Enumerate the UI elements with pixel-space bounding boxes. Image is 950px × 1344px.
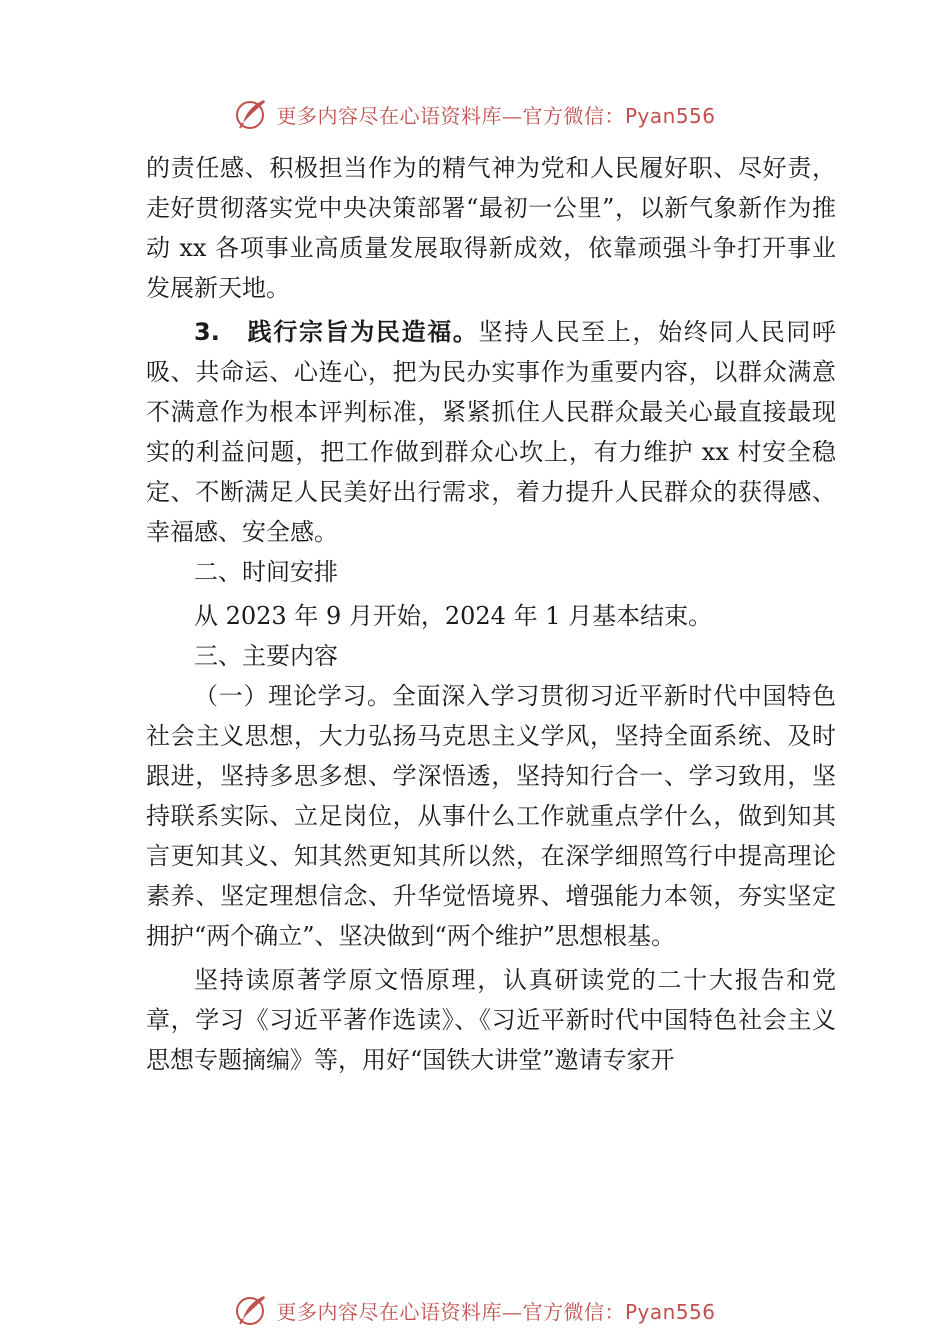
paragraph-1: 的责任感、积极担当作为的精气神为党和人民履好职、尽好责，走好贯彻落实党中央决策部署“最初一公里”，以新气象新作为推动 xx 各项事业高质量发展取得新成效，依靠顽强斗争打开事业发展新天地。 <box>146 154 836 302</box>
footer-official: 官方微信： <box>522 1299 625 1324</box>
footer-banner-text <box>276 1296 715 1325</box>
document-body <box>146 148 836 1080</box>
item-number: 3. <box>194 318 220 346</box>
paragraph-4: （一）理论学习。全面深入学习贯彻习近平新时代中国特色社会主义思想，大力弘扬马克思主义学风，坚持全面系统、及时跟进，坚持多思多想、学深悟透，坚持知行合一、学习致用，坚持联系实际、立足岗位，从事什么工作就重点学什么，做到知其言更知其义、知其然更知其所以然，在深学细照笃行中提高理论素养、坚定理想信念、升华觉悟境界、增强能力本领，夯实坚定拥护“两个确立”、坚决做到“两个维护”思想根基。 <box>146 682 836 950</box>
header-official: 官方微信： <box>522 103 625 128</box>
footer-wechat-id: Pyan556 <box>624 1299 716 1324</box>
section-heading-3: 三、主要内容 <box>194 642 338 670</box>
feather-pen-logo-icon <box>234 96 270 132</box>
header-wechat-id: Pyan556 <box>624 103 716 128</box>
header-banner-text <box>276 100 715 129</box>
header-banner <box>0 92 950 136</box>
footer-separator: — <box>501 1299 523 1324</box>
header-brand: 更多内容尽在心语资料库 <box>276 103 502 128</box>
footer-brand: 更多内容尽在心语资料库 <box>276 1299 502 1324</box>
section-heading-2: 二、时间安排 <box>194 558 338 586</box>
footer-banner <box>0 1288 950 1332</box>
feather-pen-logo-icon <box>234 1292 270 1328</box>
paragraph-3: 从 2023 年 9 月开始，2024 年 1 月基本结束。 <box>194 602 713 630</box>
item-bold-title: 践行宗旨为民造福。 <box>247 318 479 346</box>
header-separator: — <box>501 103 523 128</box>
paragraph-5: 坚持读原著学原文悟原理，认真研读党的二十大报告和党章，学习《习近平著作选读》、《习近平新时代中国特色社会主义思想专题摘编》等，用好“国铁大讲堂”邀请专家开 <box>146 966 836 1074</box>
item-body-text: 坚持人民至上，始终同人民同呼吸、共命运、心连心，把为民办实事作为重要内容，以群众满意不满意作为根本评判标准，紧紧抓住人民群众最关心最直接最现实的利益问题，把工作做到群众心坎上，有力维护 xx 村安全稳定、不断满足人民美好出行需求，着力提升人民群众的获得感、幸福感、安全感。 <box>146 318 837 546</box>
paragraph-2 <box>146 312 836 552</box>
